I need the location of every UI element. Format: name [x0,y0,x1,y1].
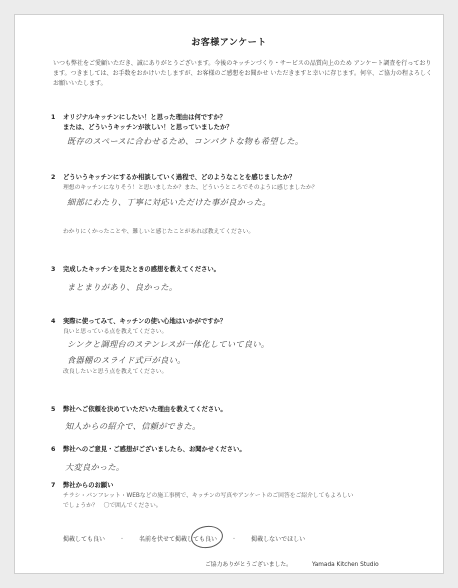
question-1 [51,113,435,133]
question-7-sub-1: チラシ・パンフレット・WEBなどの施工事例で、キッチンの写真やアンケートのご回答をご紹介してもよろしい [63,493,354,499]
question-number: 5 [51,406,56,413]
question-number: 1 [51,114,56,121]
question-2-sub-1: 理想のキッチンになりそう！と思いましたか？また、どういうところでそのように感じましたか？ [63,185,318,191]
question-text: 完成したキッチンを見たときの感想を教えてください。 [63,266,220,273]
question-text: どういうキッチンにするか相談していく過程で、どのようなことを感じましたか？ [63,174,296,181]
question-number: 7 [51,482,56,489]
question-3 [51,265,435,275]
question-text: 弊社からのお願い [63,482,114,489]
studio-name: Yamada Kitchen Studio [311,562,379,568]
thanks-text: ご協力ありがとうございました。 [205,562,292,568]
handwritten-selection-circle [190,524,225,550]
page-title: お客様アンケート [191,38,267,48]
footer [205,559,435,568]
question-text: オリジナルキッチンにしたい！と思った理由は何ですか？ [63,114,226,121]
handwritten-answer-4b: 食器棚のスライド式戸が良い。 [67,355,186,365]
question-7 [51,481,435,491]
question-2-sub-2: わかりにくかったことや、難しいと感じたことがあれば教えてください。 [63,229,255,235]
handwritten-answer-1: 既存のスペースに合わせるため、コンパクトな物も希望した。 [67,136,304,146]
handwritten-answer-2: 細部にわたり、丁寧に対応いただけた事が良かった。 [67,197,271,207]
question-text: 弊社へのご意見・ご感想がございましたら、お聞かせください。 [63,446,246,453]
handwritten-answer-5: 知人からの紹介で、信頼ができた。 [65,421,201,431]
handwritten-answer-4a: シンクと調理台のステンレスが一体化していて良い。 [67,339,270,349]
option-publish-ok[interactable]: 掲載しても良い [63,536,106,543]
question-number: 2 [51,174,56,181]
question-text: 実際に使ってみて、キッチンの使い心地はいかがですか？ [63,318,227,325]
question-number: 6 [51,446,56,453]
handwritten-answer-6: 大変良かった。 [65,462,125,472]
question-text-line2: または、どういうキッチンが欲しい！と思っていましたか？ [63,124,233,131]
question-2 [51,173,435,183]
question-5 [51,405,435,415]
question-4-sub-1: 良いと思っている点を教えてください。 [63,329,168,335]
option-do-not-publish[interactable]: 掲載しないでほしい [251,536,306,543]
question-6 [51,445,435,455]
question-4 [51,317,435,327]
question-text: 弊社へご依頼を決めていただいた理由を教えてください。 [63,406,227,413]
intro-text: いつも弊社をご愛顧いただき、誠にありがとうございます。今後のキッチンづくり・サービスの品質向上のため アンケート調査を行っております。つきましては、お手数をおかけいたしますが、お客様のご感想をお聞かせ いただきますと幸いに存じます。何卒、ご協力の程よろしくお願いいたします。 [53,60,432,87]
survey-sheet [14,14,444,574]
question-number: 4 [51,318,56,325]
question-4-sub-2: 改良したいと思う点を教えてください。 [63,369,168,375]
option-separator: ・ [231,536,238,543]
option-publish-anonymous[interactable]: 名前を伏せて掲載しても良い [139,536,218,543]
publication-options [63,534,433,543]
question-number: 3 [51,266,56,273]
handwritten-answer-3: まとまりがあり、良かった。 [67,282,178,292]
question-7-sub-2: でしょうか？ 〇で囲んでください。 [63,503,162,509]
option-separator: ・ [119,536,126,543]
